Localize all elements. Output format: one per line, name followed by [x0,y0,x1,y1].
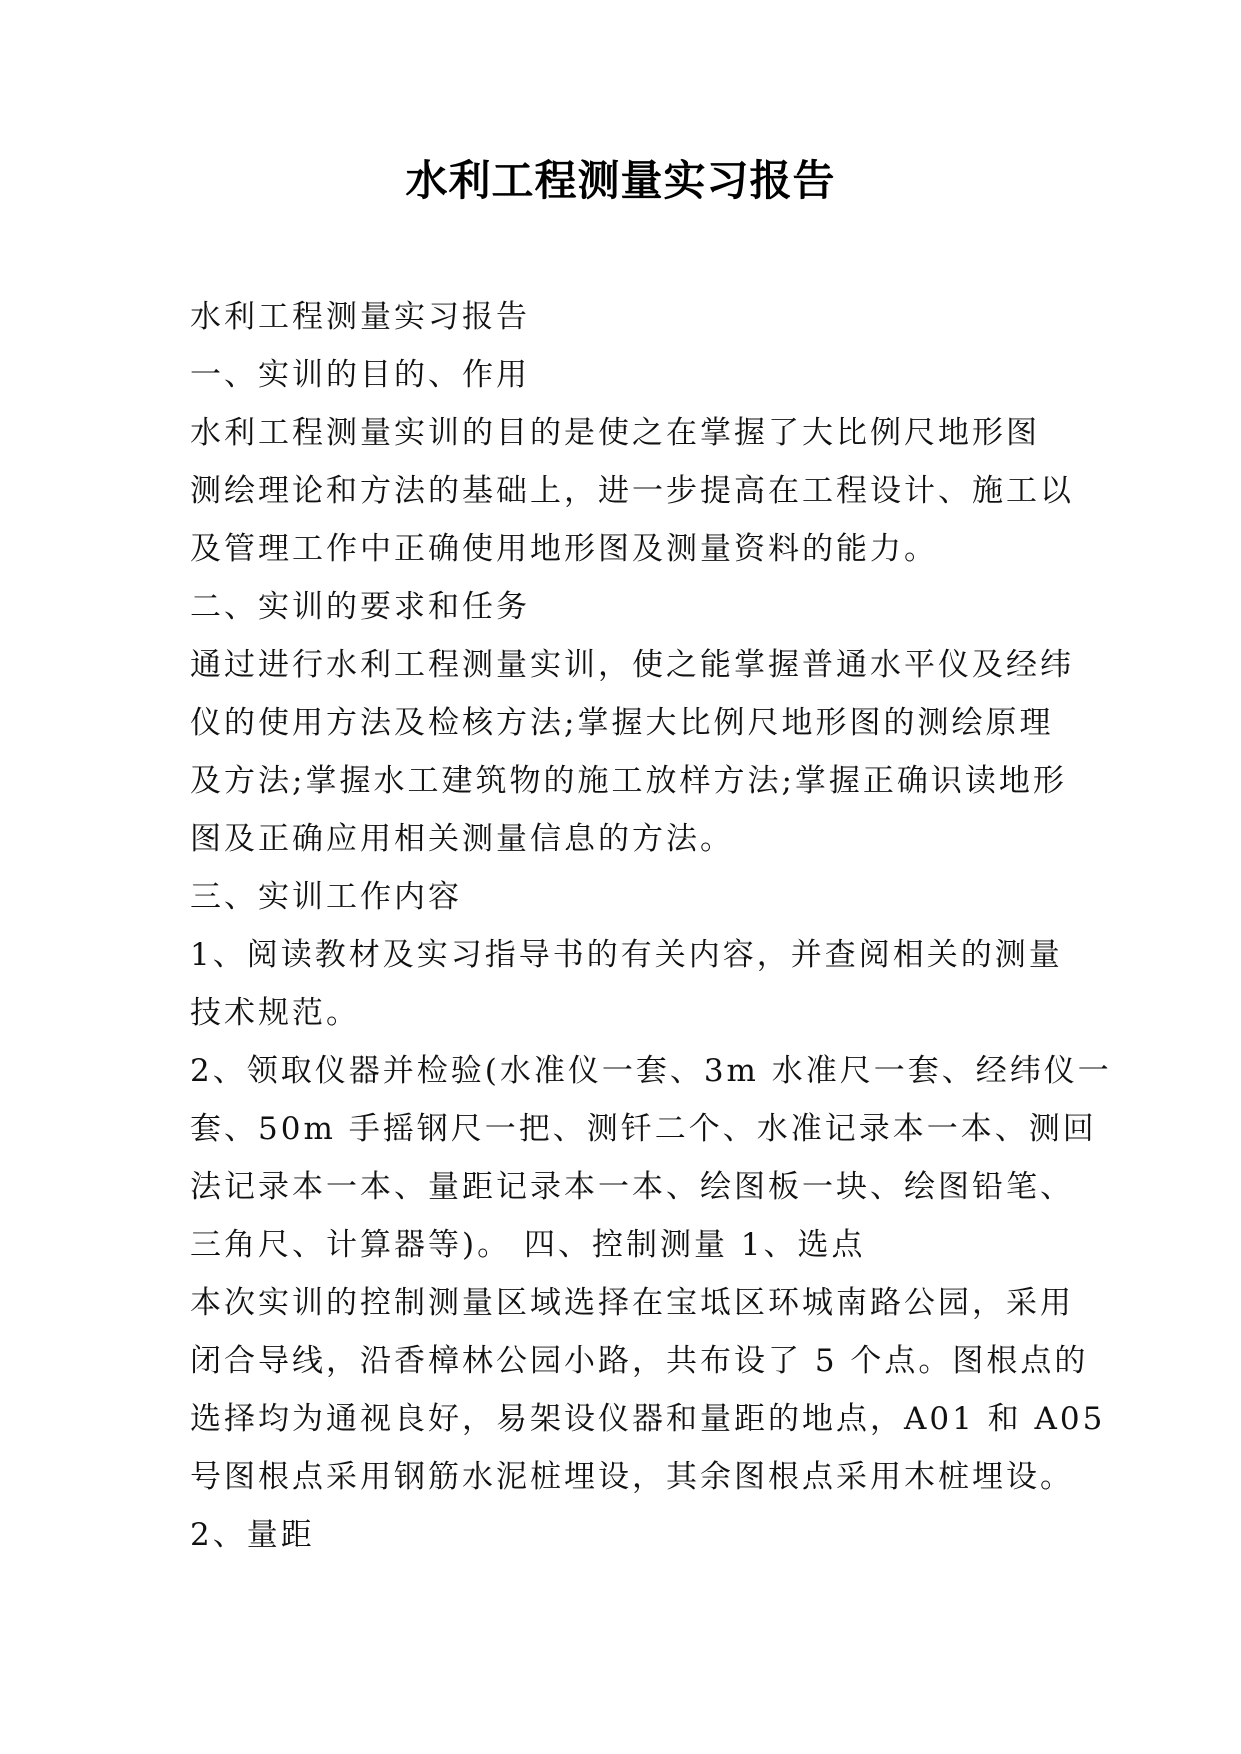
list-item-2-line: 2、领取仪器并检验(水准仪一套、3m 水准尺一套、经纬仪一 [190,1053,1112,1089]
list-item-2-line: 法记录本一本、量距记录本一本、绘图板一块、绘图铅笔、 [190,1169,1074,1205]
list-item-2-line: 三角尺、计算器等)。 四、控制测量 1、选点 [190,1227,866,1263]
list-item-1-line: 1、阅读教材及实习指导书的有关内容，并查阅相关的测量 [190,937,1063,973]
section-heading-1: 一、实训的目的、作用 [190,357,530,393]
paragraph-line: 通过进行水利工程测量实训，使之能掌握普通水平仪及经纬 [190,647,1074,683]
section-heading-2: 二、实训的要求和任务 [190,589,530,625]
section-heading-3: 三、实训工作内容 [190,879,462,915]
paragraph-line: 图及正确应用相关测量信息的方法。 [190,821,734,857]
paragraph-line: 本次实训的控制测量区域选择在宝坻区环城南路公园，采用 [190,1285,1074,1321]
list-item-2-line: 套、50m 手摇钢尺一把、测钎二个、水准记录本一本、测回 [190,1111,1097,1147]
paragraph-line: 号图根点采用钢筋水泥桩埋设，其余图根点采用木桩埋设。 [190,1459,1074,1495]
document-title: 水利工程测量实习报告 [405,156,836,205]
heading-line: 水利工程测量实习报告 [190,299,530,335]
document-body [190,288,1112,1564]
paragraph-line: 闭合导线，沿香樟林公园小路，共布设了 5 个点。图根点的 [190,1343,1089,1379]
paragraph-line: 选择均为通视良好，易架设仪器和量距的地点，A01 和 A05 [190,1401,1106,1437]
paragraph-line: 及方法;掌握水工建筑物的施工放样方法;掌握正确识读地形 [190,763,1067,799]
list-item-1-line: 技术规范。 [190,995,360,1031]
paragraph-line: 测绘理论和方法的基础上，进一步提高在工程设计、施工以 [190,473,1074,509]
paragraph-line: 仪的使用方法及检核方法;掌握大比例尺地形图的测绘原理 [190,705,1054,741]
subsection-heading: 2、量距 [190,1517,315,1553]
paragraph-line: 水利工程测量实训的目的是使之在掌握了大比例尺地形图 [190,415,1040,451]
paragraph-line: 及管理工作中正确使用地形图及测量资料的能力。 [190,531,938,567]
